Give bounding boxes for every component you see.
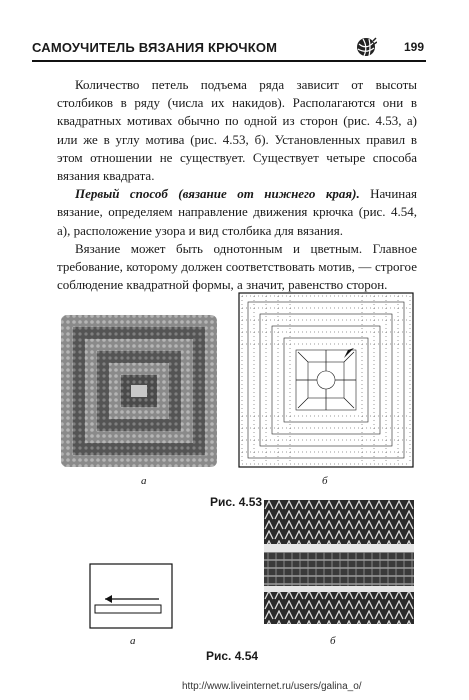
paragraph-2-text: Начиная вязание, определяем направление движения крючка (рис. 4.54, а), расположение узора и вид столбика для вязания.: [57, 186, 417, 238]
crochet-square-chart: [238, 292, 414, 468]
paragraph-3: Вязание может быть однотонным и цветным. Главное требование, которому должен соответствовать мотив, — строгое соблюдение квадратной формы, а значит, равенство сторон.: [57, 240, 417, 293]
knitted-fabric-photo: [264, 500, 414, 624]
fig-4-54-label-b: б: [330, 635, 336, 647]
book-title: САМОУЧИТЕЛЬ ВЯЗАНИЯ КРЮЧКОМ: [32, 40, 278, 55]
knitted-square-photo: [59, 313, 219, 469]
fig-4-54-caption: Рис. 4.54: [206, 649, 259, 663]
fig-4-54-label-a: а: [130, 635, 136, 647]
hook-direction-diagram: [89, 563, 173, 629]
fig-4-53-caption: Рис. 4.53: [210, 495, 263, 509]
fig-4-53-label-b: б: [322, 475, 328, 487]
body-text: [57, 76, 417, 294]
fig-4-53-label-a: а: [141, 475, 147, 487]
page-header: [32, 40, 424, 60]
paragraph-1: Количество петель подъема ряда зависит от высоты столбиков в ряду (числа их накидов). Располагаются они в квадратных мотивах обычно по одной из сторон (рис. 4.53, а) или же в углу мотива (рис. 4.53, б). Установленных правил в этом отношении не существует. Существует четыре способа вязания квадрата.: [57, 77, 417, 184]
yarn-ball-icon: [355, 36, 377, 58]
footer-url[interactable]: http://www.liveinternet.ru/users/galina_o/: [182, 681, 362, 692]
header-rule: [32, 60, 426, 62]
first-method-heading: Первый способ (вязание от нижнего края).: [75, 186, 360, 202]
paragraph-2: [57, 185, 417, 240]
page-number: 199: [403, 40, 424, 54]
